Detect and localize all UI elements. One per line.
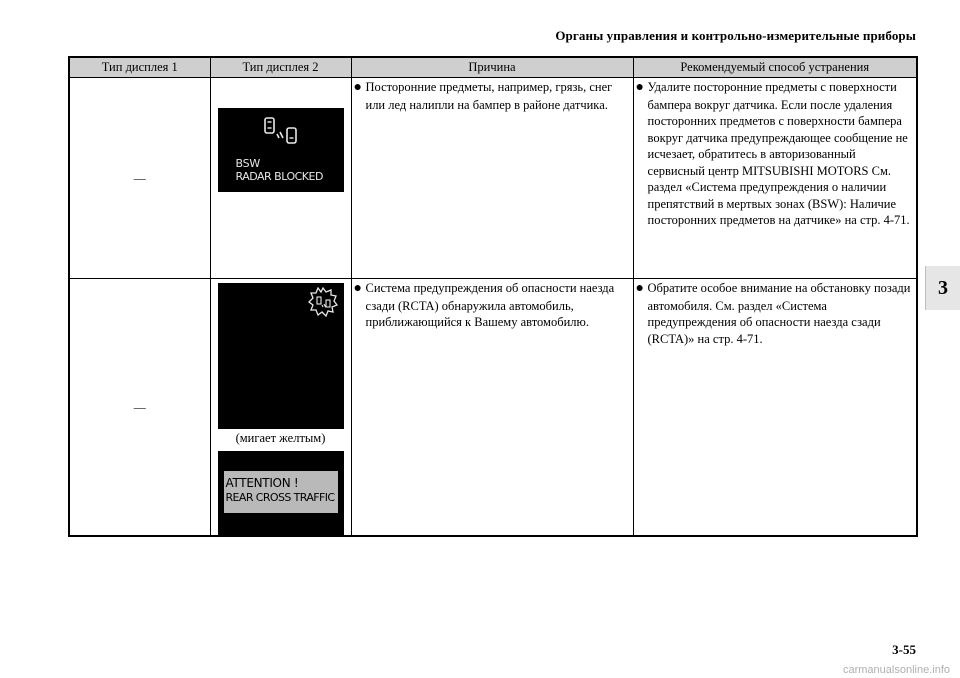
column-header: Тип дисплея 2 bbox=[210, 57, 351, 78]
page-header: Органы управления и контрольно-измерительные приборы bbox=[555, 28, 916, 43]
attention-panel bbox=[224, 471, 338, 513]
column-header: Рекомендуемый способ устранения bbox=[633, 57, 917, 78]
rcta-indicator-display bbox=[218, 283, 344, 429]
table-row bbox=[69, 78, 917, 279]
warnings-table bbox=[68, 56, 918, 537]
table-row bbox=[69, 279, 917, 537]
rcta-warning-icon bbox=[308, 287, 338, 317]
display-line-1: ATTENTION ! bbox=[225, 476, 299, 490]
bullet-icon: ● bbox=[635, 80, 644, 95]
column-header: Причина bbox=[351, 57, 633, 78]
display-type1-cell: — bbox=[69, 279, 210, 537]
cause-text: Система предупреждения об опасности наезда сзади (RCTA) обнаружила автомобиль, приближающийся к Вашему автомобилю. bbox=[365, 281, 615, 329]
watermark: carmanualsonline.info bbox=[842, 664, 950, 676]
bullet-icon: ● bbox=[353, 80, 362, 95]
remedy-cell bbox=[633, 279, 917, 537]
chapter-tab[interactable]: 3 bbox=[925, 266, 960, 310]
remedy-cell bbox=[633, 78, 917, 279]
display-line-1: BSW bbox=[235, 157, 261, 170]
display-type1-cell: — bbox=[69, 78, 210, 279]
bsw-radar-blocked-display bbox=[218, 108, 344, 192]
bullet-icon: ● bbox=[635, 281, 644, 296]
display-caption: (мигает желтым) bbox=[235, 431, 326, 445]
display-type2-cell bbox=[210, 279, 351, 537]
rcta-attention-display bbox=[218, 451, 344, 535]
remedy-text: Обратите особое внимание на обстановку позади автомобиля. См. раздел «Система предупреждения об опасности наезда сзади (RCTA)» на стр. 4-71. bbox=[647, 281, 911, 346]
cause-text: Посторонние предметы, например, грязь, снег или лед налипли на бампер в районе датчика. bbox=[365, 80, 613, 112]
column-header: Тип дисплея 1 bbox=[69, 57, 210, 78]
display-line-2: RADAR BLOCKED bbox=[235, 170, 323, 183]
cause-cell bbox=[351, 78, 633, 279]
display-line-2: REAR CROSS TRAFFIC bbox=[225, 491, 335, 504]
display-type2-cell bbox=[210, 78, 351, 279]
remedy-text: Удалите посторонние предметы с поверхности бампера вокруг датчика. Если после удаления посторонних предметов с поверхности бампера вокруг датчика предупреждающее сообщение не исчезает, обратитесь в авторизованный сервисный центр MITSUBISHI MOTORS См. раздел «Система предупреждения о наличии препятствий в мертвых зонах (BSW): Наличие посторонних предметов на датчике» на стр. 4-71. bbox=[647, 80, 910, 227]
page-number: 3-55 bbox=[892, 642, 916, 657]
bsw-sensor-icon bbox=[262, 116, 302, 152]
bullet-icon: ● bbox=[353, 281, 362, 296]
cause-cell bbox=[351, 279, 633, 537]
table-header-row bbox=[69, 57, 917, 78]
